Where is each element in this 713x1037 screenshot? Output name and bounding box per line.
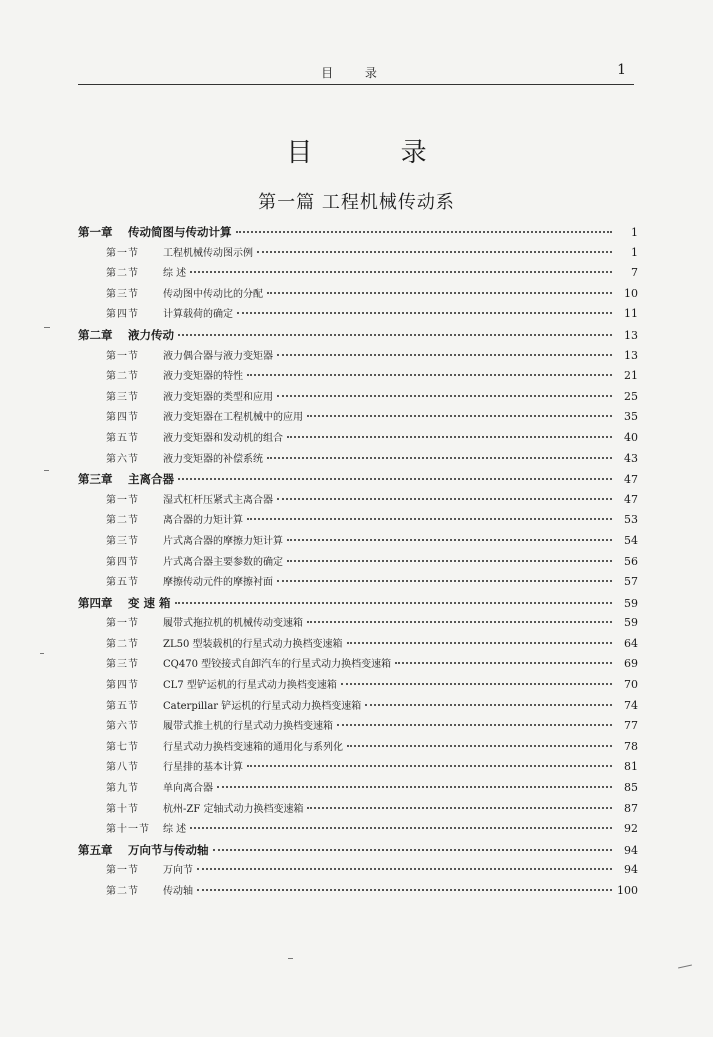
section-title: 工程机械传动图示例 <box>163 247 253 259</box>
section-title: 传动轴 <box>163 886 193 897</box>
chapter-number: 第二章 <box>78 327 113 342</box>
section-number: 第四节 <box>106 680 139 692</box>
scan-speck <box>288 958 293 959</box>
section-title: 液力变矩器和发动机的组合 <box>163 432 283 444</box>
section-page-number: 87 <box>624 801 638 815</box>
chapter-page-number: 1 <box>631 226 638 239</box>
toc-section-row <box>78 654 638 675</box>
toc-section-row <box>78 490 638 511</box>
dot-leader <box>213 849 613 851</box>
toc-section-row <box>78 552 638 573</box>
dot-leader <box>178 334 612 336</box>
dot-leader <box>287 539 612 541</box>
chapter-number: 第四章 <box>78 595 113 610</box>
chapter-page-number: 59 <box>624 596 638 610</box>
chapter-title: 主离合器 <box>128 472 174 487</box>
section-page-number: 53 <box>624 513 638 527</box>
section-title: 湿式杠杆压紧式主离合器 <box>163 494 273 506</box>
dot-leader <box>395 662 612 664</box>
section-number: 第十节 <box>106 803 139 815</box>
section-number: 第三节 <box>106 391 139 403</box>
toc-section-row <box>78 263 638 284</box>
chapter-number: 第三章 <box>78 472 113 487</box>
page-title: 目 录 <box>286 138 467 168</box>
section-number: 第一节 <box>106 350 139 362</box>
toc-section-row <box>78 737 638 758</box>
section-number: 第三节 <box>106 288 139 300</box>
header-rule <box>78 84 634 85</box>
scan-speck <box>44 327 50 328</box>
section-page-number: 59 <box>624 616 638 630</box>
section-number: 第一节 <box>106 618 139 630</box>
toc-section-row <box>78 366 638 387</box>
section-title: 杭州-ZF 定轴式动力换档变速箱 <box>163 803 304 815</box>
dot-leader <box>217 786 612 788</box>
section-number: 第二节 <box>106 515 139 527</box>
running-header-title: 目 录 <box>321 66 391 80</box>
section-title: 摩擦传动元件的摩擦衬面 <box>163 577 273 589</box>
section-page-number: 35 <box>624 410 638 424</box>
section-page-number: 78 <box>624 739 638 753</box>
section-title: 离合器的力矩计算 <box>163 515 243 527</box>
section-title: CQ470 型铰接式自卸汽车的行星式动力换档变速箱 <box>163 659 392 671</box>
section-number: 第七节 <box>106 741 139 753</box>
toc-section-row <box>78 284 638 305</box>
toc-section-row <box>78 449 638 470</box>
section-page-number: 64 <box>624 636 638 650</box>
dot-leader <box>277 580 612 582</box>
dot-leader <box>365 704 612 706</box>
section-number: 第二节 <box>106 638 139 650</box>
section-title: Caterpillar 铲运机的行星式动力换档变速箱 <box>163 700 362 712</box>
section-page-number: 10 <box>624 286 638 300</box>
table-of-contents <box>78 222 638 902</box>
section-number: 第三节 <box>106 535 139 547</box>
section-number: 第一节 <box>106 494 139 506</box>
toc-chapter-row <box>78 840 638 861</box>
section-page-number: 81 <box>624 760 638 774</box>
toc-chapter-row <box>78 469 638 490</box>
section-page-number: 11 <box>624 307 638 321</box>
section-title: 单向离合器 <box>163 783 213 795</box>
section-title: 履带式拖拉机的机械传动变速箱 <box>163 618 303 630</box>
dot-leader <box>267 292 612 294</box>
section-title: 综 述 <box>163 824 187 836</box>
toc-section-row <box>78 675 638 696</box>
dot-leader <box>277 395 612 397</box>
toc-chapter-row <box>78 325 638 346</box>
section-page-number: 92 <box>624 822 638 836</box>
section-number: 第六节 <box>106 453 139 465</box>
section-title: 液力变矩器在工程机械中的应用 <box>163 412 303 424</box>
section-title: 行星排的基本计算 <box>163 762 243 774</box>
section-title: 液力变矩器的补偿系统 <box>163 453 263 465</box>
section-page-number: 57 <box>624 575 638 589</box>
dot-leader <box>178 478 612 480</box>
dot-leader <box>267 457 612 459</box>
toc-section-row <box>78 860 638 881</box>
toc-chapter-row <box>78 593 638 614</box>
toc-section-row <box>78 428 638 449</box>
toc-section-row <box>78 799 638 820</box>
toc-section-row <box>78 531 638 552</box>
toc-section-row <box>78 634 638 655</box>
section-number: 第五节 <box>106 700 139 712</box>
section-page-number: 94 <box>624 863 638 877</box>
section-title: 液力变矩器的特性 <box>163 371 243 383</box>
dot-leader <box>347 642 613 644</box>
chapter-number: 第五章 <box>78 842 113 857</box>
section-title: 万向节 <box>163 865 193 877</box>
section-page-number: 70 <box>624 678 638 692</box>
dot-leader <box>197 889 612 891</box>
section-number: 第四节 <box>106 412 139 424</box>
section-number: 第二节 <box>106 371 139 383</box>
toc-section-row <box>78 881 638 902</box>
section-title: 液力偶合器与液力变矩器 <box>163 350 273 362</box>
running-header-page-number: 1 <box>617 62 626 78</box>
section-title: CL7 型铲运机的行星式动力换档变速箱 <box>163 680 337 692</box>
dot-leader <box>247 765 612 767</box>
section-title: 计算载荷的确定 <box>163 309 233 321</box>
section-page-number: 40 <box>624 430 638 444</box>
scan-speck <box>678 965 692 969</box>
section-number: 第四节 <box>106 556 139 568</box>
dot-leader <box>237 312 612 314</box>
dot-leader <box>287 560 612 562</box>
section-page-number: 56 <box>624 554 638 568</box>
section-title: 液力变矩器的类型和应用 <box>163 391 273 403</box>
dot-leader <box>190 271 612 273</box>
scan-speck <box>44 470 49 471</box>
chapter-number: 第一章 <box>78 225 113 239</box>
toc-section-row <box>78 304 638 325</box>
dot-leader <box>307 621 612 623</box>
chapter-page-number: 47 <box>624 473 638 487</box>
dot-leader <box>347 745 612 747</box>
section-number: 第一节 <box>106 865 139 877</box>
section-number: 第五节 <box>106 432 139 444</box>
toc-section-row <box>78 407 638 428</box>
dot-leader <box>307 415 612 417</box>
section-number: 第八节 <box>106 762 139 774</box>
section-title: 行星式动力换档变速箱的通用化与系列化 <box>163 741 343 753</box>
section-page-number: 74 <box>624 698 638 712</box>
section-number: 第一节 <box>106 247 139 259</box>
section-page-number: 25 <box>624 389 638 403</box>
section-title: ZL50 型装载机的行星式动力换档变速箱 <box>163 638 343 650</box>
section-page-number: 1 <box>631 245 638 259</box>
dot-leader <box>190 827 612 829</box>
chapter-page-number: 94 <box>624 843 638 857</box>
toc-section-row <box>78 757 638 778</box>
chapter-title: 万向节与传动轴 <box>128 842 209 857</box>
running-header <box>78 60 634 82</box>
section-page-number: 69 <box>624 657 638 671</box>
chapter-page-number: 13 <box>624 328 638 342</box>
toc-section-row <box>78 819 638 840</box>
dot-leader <box>307 807 612 809</box>
dot-leader <box>197 868 612 870</box>
section-page-number: 7 <box>631 266 638 280</box>
section-title: 片式离合器主要参数的确定 <box>163 556 283 568</box>
dot-leader <box>175 602 612 604</box>
dot-leader <box>247 518 612 520</box>
section-page-number: 47 <box>624 492 638 506</box>
chapter-title: 变 速 箱 <box>128 595 171 610</box>
toc-section-row <box>78 696 638 717</box>
scan-speck <box>40 653 44 654</box>
toc-section-row <box>78 243 638 264</box>
section-page-number: 54 <box>624 533 638 547</box>
dot-leader <box>236 231 613 233</box>
section-page-number: 77 <box>624 719 638 733</box>
toc-section-row <box>78 716 638 737</box>
dot-leader <box>277 498 612 500</box>
dot-leader <box>287 436 612 438</box>
section-title: 综 述 <box>163 268 187 280</box>
section-page-number: 85 <box>624 781 638 795</box>
section-number: 第六节 <box>106 721 139 733</box>
dot-leader <box>247 374 612 376</box>
section-page-number: 43 <box>624 451 638 465</box>
chapter-title: 传动简图与传动计算 <box>128 225 232 239</box>
dot-leader <box>337 724 612 726</box>
section-number: 第五节 <box>106 577 139 589</box>
dot-leader <box>341 683 612 685</box>
section-page-number: 100 <box>617 884 638 897</box>
section-title: 传动图中传动比的分配 <box>163 288 263 300</box>
section-number: 第三节 <box>106 659 139 671</box>
dot-leader <box>257 251 612 253</box>
toc-section-row <box>78 572 638 593</box>
dot-leader <box>277 354 612 356</box>
section-title: 履带式推土机的行星式动力换档变速箱 <box>163 721 333 733</box>
section-page-number: 21 <box>624 369 638 383</box>
section-page-number: 13 <box>624 348 638 362</box>
toc-section-row <box>78 510 638 531</box>
section-number: 第十一节 <box>106 824 150 836</box>
toc-chapter-row <box>78 222 638 243</box>
toc-section-row <box>78 346 638 367</box>
section-number: 第四节 <box>106 309 139 321</box>
toc-section-row <box>78 613 638 634</box>
section-number: 第二节 <box>106 268 139 280</box>
section-title: 片式离合器的摩擦力矩计算 <box>163 535 283 547</box>
section-number: 第九节 <box>106 783 139 795</box>
part-title: 第一篇 工程机械传动系 <box>258 192 455 213</box>
section-number: 第二节 <box>106 886 139 897</box>
toc-section-row <box>78 778 638 799</box>
chapter-title: 液力传动 <box>128 327 174 342</box>
toc-section-row <box>78 387 638 408</box>
